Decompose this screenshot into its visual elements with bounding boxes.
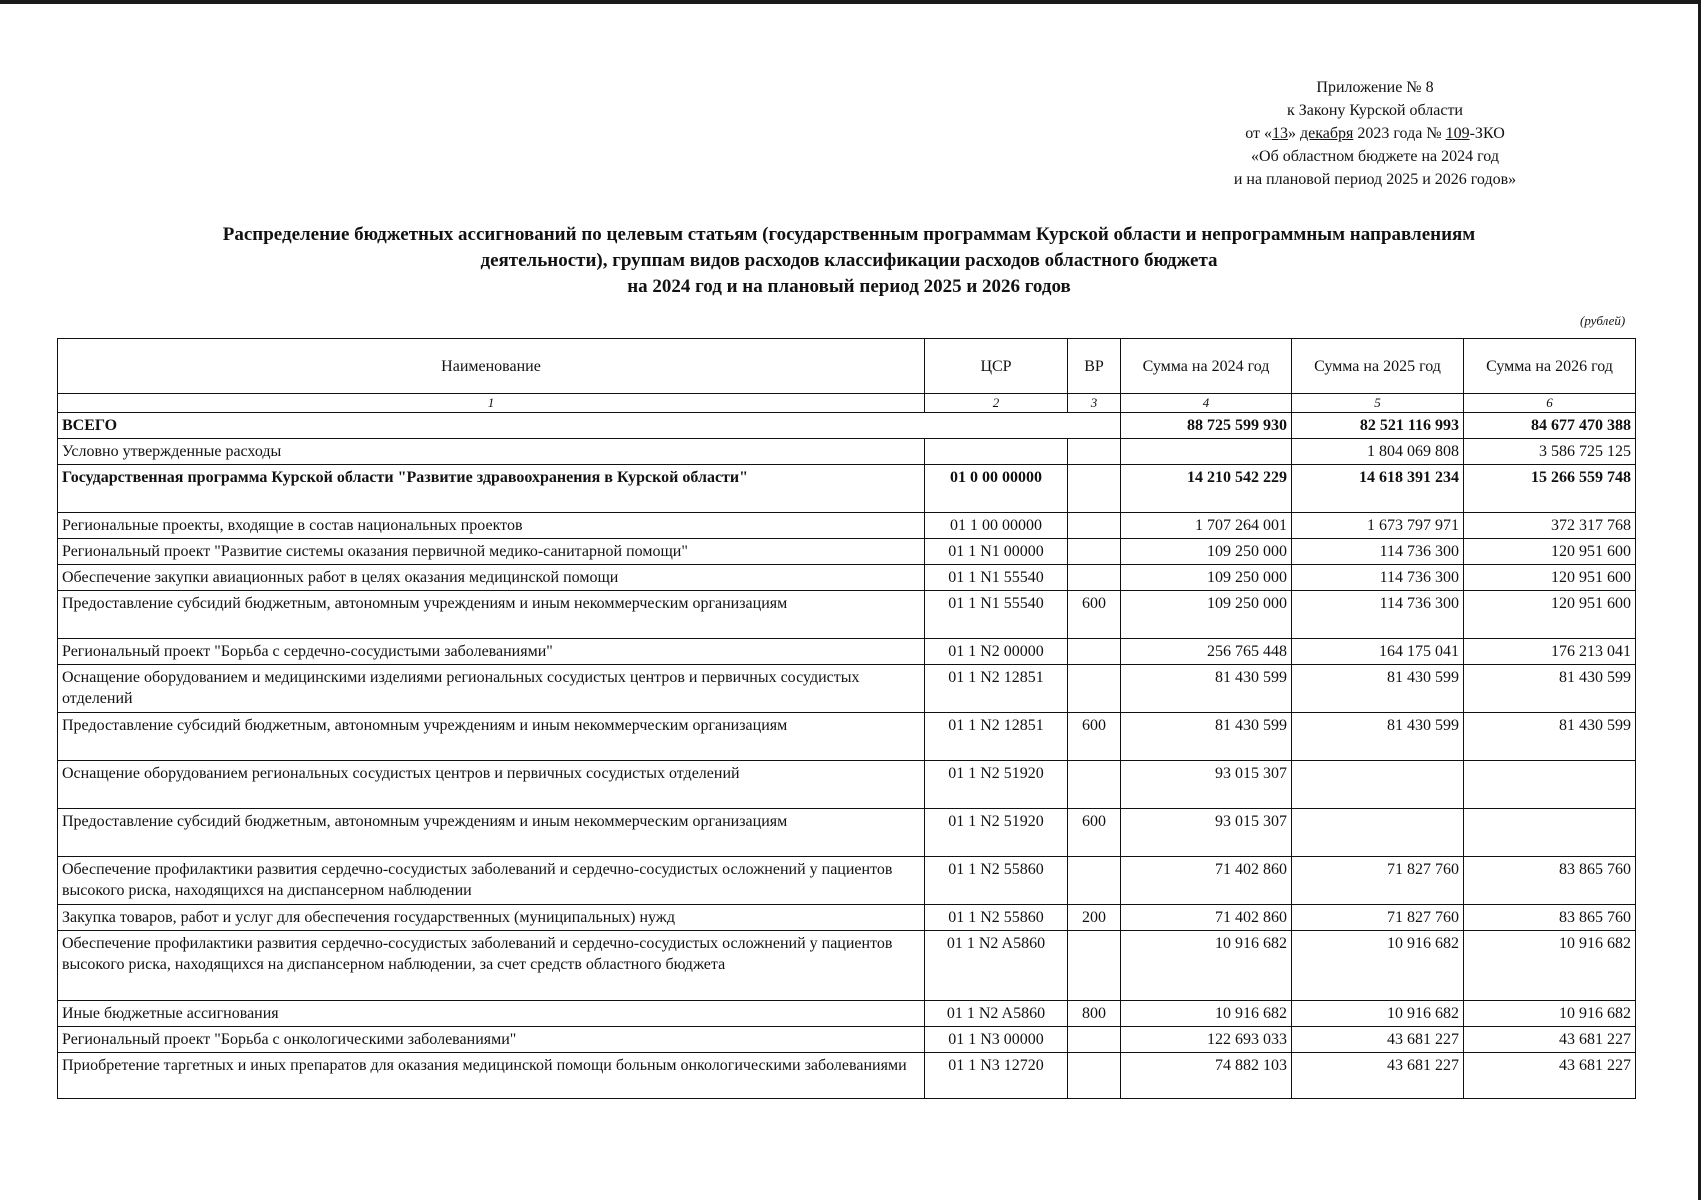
annex-law-number: 109 <box>1445 125 1470 142</box>
total-sum-2024: 88 725 599 930 <box>1121 413 1292 439</box>
row-name: Региональные проекты, входящие в состав национальных проектов <box>58 513 925 539</box>
row-csr <box>925 439 1068 465</box>
table-row <box>58 639 1636 665</box>
total-row <box>58 413 1636 439</box>
row-vr <box>1068 1053 1121 1099</box>
annex-law-ref: к Закону Курской области <box>1287 102 1463 119</box>
row-csr: 01 1 N2 A5860 <box>925 931 1068 1001</box>
row-sum-2025: 71 827 760 <box>1292 857 1464 905</box>
row-csr: 01 0 00 00000 <box>925 465 1068 513</box>
row-sum-2025: 14 618 391 234 <box>1292 465 1464 513</box>
annex-date-month: декабря <box>1300 125 1354 142</box>
table-row <box>58 761 1636 809</box>
row-vr <box>1068 665 1121 713</box>
row-name: Региональный проект "Борьба с сердечно-сосудистыми заболеваниями" <box>58 639 925 665</box>
column-number: 1 <box>58 394 925 413</box>
column-number: 6 <box>1464 394 1636 413</box>
row-name: Приобретение таргетных и иных препаратов для оказания медицинской помощи больным онкологическими заболеваниями <box>58 1053 925 1099</box>
row-vr: 600 <box>1068 809 1121 857</box>
row-vr <box>1068 931 1121 1001</box>
table-row <box>58 1001 1636 1027</box>
row-csr: 01 1 00 00000 <box>925 513 1068 539</box>
currency-unit: (рублей) <box>1580 313 1626 328</box>
scan-border-top <box>0 0 1701 4</box>
column-number: 4 <box>1121 394 1292 413</box>
row-sum-2025: 10 916 682 <box>1292 1001 1464 1027</box>
table-row <box>58 713 1636 761</box>
annex-law-suffix: -ЗКО <box>1469 125 1505 142</box>
header-name: Наименование <box>58 339 925 394</box>
table-row <box>58 565 1636 591</box>
row-sum-2025: 114 736 300 <box>1292 565 1464 591</box>
header-sum-2025: Сумма на 2025 год <box>1292 339 1464 394</box>
budget-table <box>57 338 1636 1099</box>
row-sum-2026: 43 681 227 <box>1464 1027 1636 1053</box>
table-row <box>58 465 1636 513</box>
table-header-row <box>58 339 1636 394</box>
row-csr: 01 1 N3 12720 <box>925 1053 1068 1099</box>
row-sum-2025: 43 681 227 <box>1292 1053 1464 1099</box>
row-vr <box>1068 465 1121 513</box>
row-sum-2026: 372 317 768 <box>1464 513 1636 539</box>
row-sum-2025 <box>1292 761 1464 809</box>
row-vr: 600 <box>1068 591 1121 639</box>
table-row <box>58 905 1636 931</box>
table-row <box>58 809 1636 857</box>
row-sum-2024: 10 916 682 <box>1121 1001 1292 1027</box>
row-name: Иные бюджетные ассигнования <box>58 1001 925 1027</box>
header-sum-2026: Сумма на 2026 год <box>1464 339 1636 394</box>
row-vr <box>1068 1027 1121 1053</box>
row-csr: 01 1 N1 55540 <box>925 591 1068 639</box>
table-row <box>58 665 1636 713</box>
row-name: Региональный проект "Развитие системы оказания первичной медико-санитарной помощи" <box>58 539 925 565</box>
row-sum-2024 <box>1121 439 1292 465</box>
row-sum-2024: 74 882 103 <box>1121 1053 1292 1099</box>
row-sum-2024: 71 402 860 <box>1121 857 1292 905</box>
annex-date-day: 13 <box>1272 125 1288 142</box>
column-number: 2 <box>925 394 1068 413</box>
annex-date-prefix: от « <box>1245 125 1272 142</box>
table-row <box>58 539 1636 565</box>
row-name: Оснащение оборудованием региональных сосудистых центров и первичных сосудистых отделений <box>58 761 925 809</box>
row-sum-2026: 10 916 682 <box>1464 1001 1636 1027</box>
row-vr: 200 <box>1068 905 1121 931</box>
annex-law-date <box>1180 122 1570 145</box>
row-vr: 600 <box>1068 713 1121 761</box>
row-csr: 01 1 N2 12851 <box>925 665 1068 713</box>
column-number: 3 <box>1068 394 1121 413</box>
row-sum-2024: 1 707 264 001 <box>1121 513 1292 539</box>
row-sum-2026 <box>1464 809 1636 857</box>
row-vr <box>1068 857 1121 905</box>
row-sum-2025: 43 681 227 <box>1292 1027 1464 1053</box>
row-sum-2026: 120 951 600 <box>1464 591 1636 639</box>
row-vr <box>1068 513 1121 539</box>
row-vr: 800 <box>1068 1001 1121 1027</box>
table-row <box>58 1053 1636 1099</box>
annex-header <box>1180 76 1570 191</box>
row-sum-2024: 256 765 448 <box>1121 639 1292 665</box>
header-sum-2024: Сумма на 2024 год <box>1121 339 1292 394</box>
row-csr: 01 1 N2 A5860 <box>925 1001 1068 1027</box>
row-sum-2025: 71 827 760 <box>1292 905 1464 931</box>
row-sum-2025 <box>1292 809 1464 857</box>
row-name: Обеспечение закупки авиационных работ в целях оказания медицинской помощи <box>58 565 925 591</box>
row-sum-2024: 93 015 307 <box>1121 761 1292 809</box>
row-sum-2024: 122 693 033 <box>1121 1027 1292 1053</box>
table-row <box>58 857 1636 905</box>
title-line-3: на 2024 год и на плановый период 2025 и 2026 годов <box>627 276 1071 297</box>
row-sum-2025: 1 804 069 808 <box>1292 439 1464 465</box>
row-sum-2024: 14 210 542 229 <box>1121 465 1292 513</box>
row-sum-2026: 120 951 600 <box>1464 565 1636 591</box>
row-name: Обеспечение профилактики развития сердечно-сосудистых заболеваний и сердечно-сосудистых осложнений у пациентов высокого риска, находящихся на диспансерном наблюдении, за счет средств областного бюджета <box>58 931 925 1001</box>
row-csr: 01 1 N1 55540 <box>925 565 1068 591</box>
row-sum-2026: 83 865 760 <box>1464 905 1636 931</box>
table-row <box>58 591 1636 639</box>
row-vr <box>1068 639 1121 665</box>
total-sum-2025: 82 521 116 993 <box>1292 413 1464 439</box>
row-name: Предоставление субсидий бюджетным, автономным учреждениям и иным некоммерческим организациям <box>58 713 925 761</box>
table-row <box>58 1027 1636 1053</box>
row-csr: 01 1 N2 51920 <box>925 761 1068 809</box>
row-sum-2026: 176 213 041 <box>1464 639 1636 665</box>
row-sum-2025: 164 175 041 <box>1292 639 1464 665</box>
row-name: Государственная программа Курской области "Развитие здравоохранения в Курской области" <box>58 465 925 513</box>
document-title <box>58 222 1640 300</box>
row-sum-2026: 81 430 599 <box>1464 713 1636 761</box>
row-vr <box>1068 761 1121 809</box>
row-name: Оснащение оборудованием и медицинскими изделиями региональных сосудистых центров и первичных сосудистых отделений <box>58 665 925 713</box>
row-sum-2026: 81 430 599 <box>1464 665 1636 713</box>
row-name: Условно утвержденные расходы <box>58 439 925 465</box>
column-number: 5 <box>1292 394 1464 413</box>
annex-law-title-2: и на плановой период 2025 и 2026 годов» <box>1233 171 1517 188</box>
row-sum-2024: 71 402 860 <box>1121 905 1292 931</box>
row-sum-2024: 10 916 682 <box>1121 931 1292 1001</box>
row-csr: 01 1 N1 00000 <box>925 539 1068 565</box>
row-csr: 01 1 N3 00000 <box>925 1027 1068 1053</box>
table-row <box>58 931 1636 1001</box>
row-sum-2026: 10 916 682 <box>1464 931 1636 1001</box>
table-row <box>58 513 1636 539</box>
row-sum-2025: 10 916 682 <box>1292 931 1464 1001</box>
row-name: Предоставление субсидий бюджетным, автономным учреждениям и иным некоммерческим организациям <box>58 591 925 639</box>
row-sum-2026: 83 865 760 <box>1464 857 1636 905</box>
annex-law-title-1: «Об областном бюджете на 2024 год <box>1251 148 1499 165</box>
row-sum-2025: 81 430 599 <box>1292 713 1464 761</box>
column-number-row <box>58 394 1636 413</box>
row-sum-2024: 109 250 000 <box>1121 565 1292 591</box>
total-label: ВСЕГО <box>58 413 1121 439</box>
annex-date-year: 2023 года № <box>1353 125 1446 142</box>
row-name: Закупка товаров, работ и услуг для обеспечения государственных (муниципальных) нужд <box>58 905 925 931</box>
row-sum-2026: 3 586 725 125 <box>1464 439 1636 465</box>
row-name: Обеспечение профилактики развития сердечно-сосудистых заболеваний и сердечно-сосудистых осложнений у пациентов высокого риска, находящихся на диспансерном наблюдении <box>58 857 925 905</box>
header-vr: ВР <box>1068 339 1121 394</box>
row-sum-2025: 114 736 300 <box>1292 539 1464 565</box>
row-sum-2024: 81 430 599 <box>1121 665 1292 713</box>
row-name: Предоставление субсидий бюджетным, автономным учреждениям и иным некоммерческим организациям <box>58 809 925 857</box>
row-sum-2024: 93 015 307 <box>1121 809 1292 857</box>
annex-number: Приложение № 8 <box>1316 79 1434 96</box>
row-csr: 01 1 N2 55860 <box>925 857 1068 905</box>
row-sum-2024: 109 250 000 <box>1121 539 1292 565</box>
title-line-1: Распределение бюджетных ассигнований по целевым статьям (государственным программам Курской области и непрограммным направлениям <box>222 224 1476 245</box>
row-vr <box>1068 565 1121 591</box>
row-name: Региональный проект "Борьба с онкологическими заболеваниями" <box>58 1027 925 1053</box>
row-sum-2026: 43 681 227 <box>1464 1053 1636 1099</box>
row-vr <box>1068 539 1121 565</box>
annex-date-sep: » <box>1288 125 1300 142</box>
row-csr: 01 1 N2 00000 <box>925 639 1068 665</box>
title-line-2: деятельности), группам видов расходов классификации расходов областного бюджета <box>480 250 1218 271</box>
row-csr: 01 1 N2 12851 <box>925 713 1068 761</box>
header-csr: ЦСР <box>925 339 1068 394</box>
table-row <box>58 439 1636 465</box>
total-sum-2026: 84 677 470 388 <box>1464 413 1636 439</box>
row-vr <box>1068 439 1121 465</box>
row-sum-2024: 109 250 000 <box>1121 591 1292 639</box>
row-sum-2024: 81 430 599 <box>1121 713 1292 761</box>
row-csr: 01 1 N2 51920 <box>925 809 1068 857</box>
row-csr: 01 1 N2 55860 <box>925 905 1068 931</box>
row-sum-2025: 114 736 300 <box>1292 591 1464 639</box>
row-sum-2026: 15 266 559 748 <box>1464 465 1636 513</box>
row-sum-2025: 81 430 599 <box>1292 665 1464 713</box>
row-sum-2025: 1 673 797 971 <box>1292 513 1464 539</box>
row-sum-2026: 120 951 600 <box>1464 539 1636 565</box>
row-sum-2026 <box>1464 761 1636 809</box>
